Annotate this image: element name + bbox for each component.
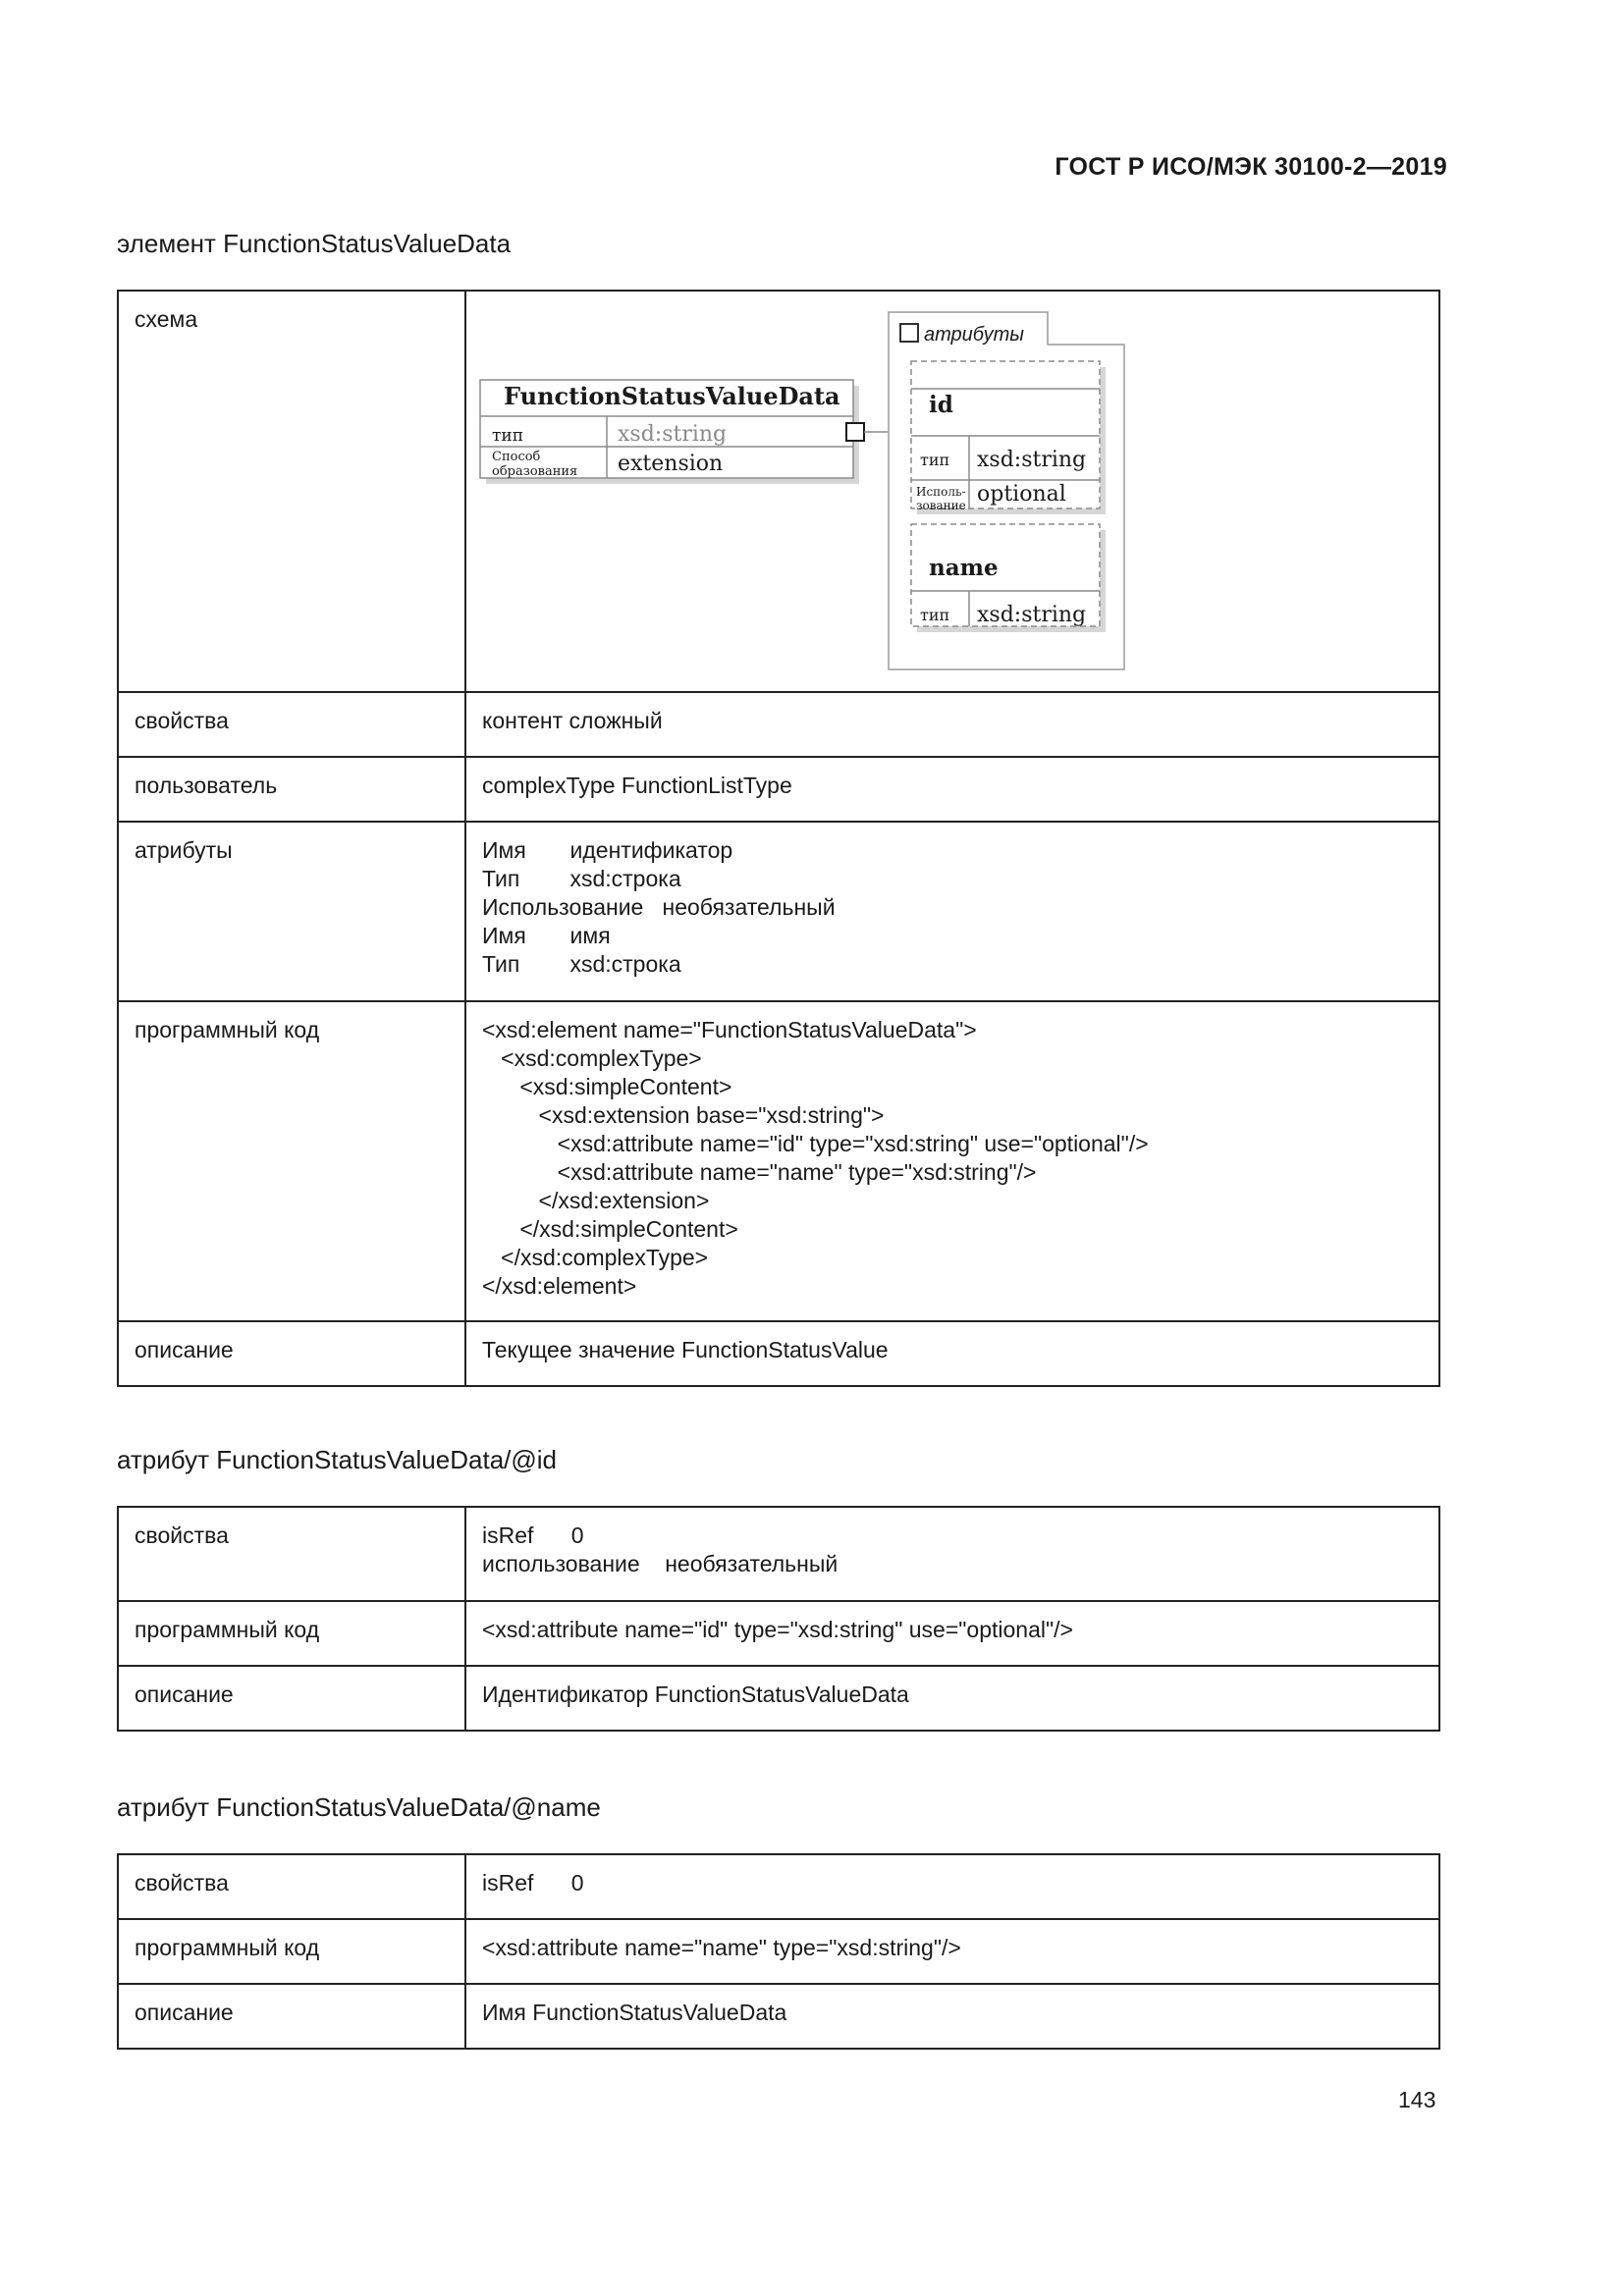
description-label: описание [118, 1321, 465, 1386]
code-label: программный код [118, 1001, 465, 1321]
attr-id-use-label-2: зование [916, 499, 966, 512]
code-line: </xsd:element> [482, 1273, 637, 1299]
code-line: <xsd:attribute name="name" type="xsd:string"/> [482, 1159, 1037, 1185]
section-title-element: элемент FunctionStatusValueData [117, 229, 512, 258]
properties-line: использование необязательный [482, 1551, 839, 1576]
description-label: описание [118, 1666, 465, 1731]
attributes-line: Использование необязательный [482, 894, 836, 920]
schema-diagram [466, 292, 1438, 690]
schema-diagram-cell [465, 291, 1439, 692]
attr-id-use-value: optional [977, 482, 1066, 507]
code-line: <xsd:extension base="xsd:string"> [482, 1102, 885, 1128]
attributes-line: Тип xsd:строка [482, 866, 681, 891]
code-line: </xsd:extension> [482, 1188, 710, 1213]
attr-id-type-value: xsd:string [977, 448, 1087, 472]
code-value [465, 1001, 1439, 1321]
attributes-value [465, 822, 1439, 1001]
element-derivation-label-1: Способ [492, 450, 541, 464]
attributes-label: атрибуты [118, 822, 465, 1001]
code-value: <xsd:attribute name="name" type="xsd:string"/> [465, 1919, 1439, 1984]
attr-name-spec-table [117, 1853, 1440, 2050]
properties-label: свойства [118, 692, 465, 757]
attributes-tab-square-icon [900, 324, 918, 342]
code-value: <xsd:attribute name="id" type="xsd:string" use="optional"/> [465, 1601, 1439, 1666]
description-value: Имя FunctionStatusValueData [465, 1984, 1439, 2049]
schema-label: схема [118, 291, 465, 692]
element-derivation-value: extension [618, 452, 724, 476]
attr-name-type-value: xsd:string [977, 603, 1087, 627]
element-type-value: xsd:string [618, 422, 728, 447]
element-spec-table [117, 290, 1440, 1387]
properties-label: свойства [118, 1507, 465, 1601]
code-label: программный код [118, 1601, 465, 1666]
element-derivation-label-2: образования [492, 464, 578, 479]
code-line: <xsd:attribute name="id" type="xsd:string" use="optional"/> [482, 1131, 1149, 1156]
section-title-attr-id: атрибут FunctionStatusValueData/@id [117, 1445, 558, 1474]
description-label: описание [118, 1984, 465, 2049]
attr-id-name: id [929, 392, 953, 418]
properties-value: isRef 0 [465, 1854, 1439, 1919]
properties-line: isRef 0 [482, 1522, 584, 1548]
description-value: Идентификатор FunctionStatusValueData [465, 1666, 1439, 1731]
code-line: </xsd:simpleContent> [482, 1216, 738, 1242]
attr-name-type-label: тип [920, 606, 950, 624]
schema-diagram-svg [466, 292, 1473, 690]
attr-id-spec-table [117, 1506, 1440, 1732]
page-number: 143 [1398, 2087, 1436, 2112]
document-standard-header: ГОСТ Р ИСО/МЭК 30100-2—2019 [1055, 153, 1447, 181]
user-value: complexType FunctionListType [465, 757, 1439, 822]
properties-value [465, 1507, 1439, 1601]
code-label: программный код [118, 1919, 465, 1984]
attributes-line: Тип xsd:строка [482, 951, 681, 977]
code-line: <xsd:complexType> [482, 1045, 702, 1071]
element-box-name: FunctionStatusValueData [504, 382, 840, 410]
attr-id-type-label: тип [920, 451, 950, 469]
attr-name-name: name [929, 555, 999, 581]
section-title-attr-name: атрибут FunctionStatusValueData/@name [117, 1792, 601, 1822]
attributes-line: Имя идентификатор [482, 837, 733, 863]
properties-label: свойства [118, 1854, 465, 1919]
attributes-tab-label: атрибуты [924, 324, 1024, 346]
code-line: <xsd:element name="FunctionStatusValueData"> [482, 1017, 977, 1042]
attributes-line: Имя имя [482, 923, 611, 948]
attr-id-use-label-1: Исполь- [916, 485, 966, 499]
user-label: пользователь [118, 757, 465, 822]
connector-square-icon [846, 423, 864, 441]
code-line: </xsd:complexType> [482, 1245, 709, 1270]
description-value: Текущее значение FunctionStatusValue [465, 1321, 1439, 1386]
properties-value: контент сложный [465, 692, 1439, 757]
code-line: <xsd:simpleContent> [482, 1074, 732, 1099]
element-type-label: тип [492, 426, 524, 446]
